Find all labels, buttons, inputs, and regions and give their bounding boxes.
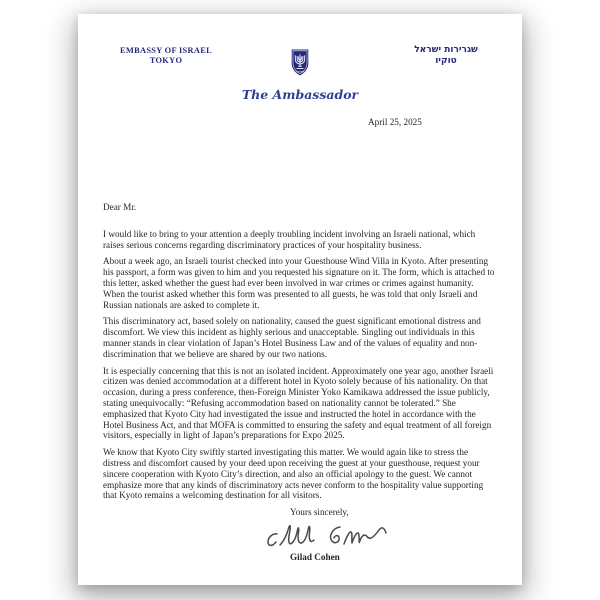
letter-paragraph: It is especially concerning that this is not an isolated incident. Approximately one year ago, another Israeli citizen was denied accommodation at a different hotel in Kyoto solely because of his nationality. On that occasion, during a press conference, then-Foreign Minister Yoko Kamikawa addressed the issue publicly, stating unequivocally: “Refusing accommodation based on nationality cannot be tolerated.” She emphasized that Kyoto City had investigated the issue and instructed the hotel in accordance with the Hotel Business Act, and that MOFA is committed to ensuring the safety and equal treatment of all foreign visitors, especially in light of Japan’s preparations for Expo 2025. [103, 365, 494, 441]
embassy-en-line2: TOKYO [149, 56, 183, 65]
salutation: Dear Mr. [103, 202, 137, 212]
letter-body [103, 202, 497, 563]
closing-phrase: Yours sincerely, [290, 507, 349, 518]
embassy-he-line2: טוקיו [435, 56, 457, 66]
letter-paragraph: About a week ago, an Israeli tourist checked into your Guesthouse Wind Villa in Kyoto. After presenting his passport, a form was given to him and you requested his signature on it. The form, which is attached to this letter, asked whether the guest had ever been involved in war crimes or crimes against humanity. When the tourist asked whether this form was presented to all guests, he was told that only Israeli and Russian nationals are asked to complete it. [103, 256, 495, 310]
closing-block [290, 507, 497, 563]
letter-page [78, 14, 522, 585]
letter-paragraph: I would like to bring to your attention a deeply troubling incident involving an Israeli national, which raises serious concerns regarding discriminatory practices of your hospitality business. [103, 228, 476, 250]
embassy-en-line1: EMBASSY OF ISRAEL [120, 46, 212, 55]
signer-name: Gilad Cohen [290, 551, 340, 562]
letter-date: April 25, 2025 [368, 117, 422, 127]
letter-paragraph: This discriminatory act, based solely on nationality, caused the guest significant emotional distress and discomfort. We view this incident as highly serious and unacceptable. Singling out individuals in this manner stands in clear violation of Japan’s Hotel Business Law and of the values of equality and non-discrimination that we believe are shared by our two nations. [103, 316, 481, 359]
israel-emblem-icon [290, 49, 311, 76]
letter-paragraph: We know that Kyoto City swiftly started investigating this matter. We would again like to stress the distress and discomfort caused by your deed upon receiving the guest at your guesthouse, request your sincere cooperation with Kyoto City’s direction, and also an official apology to the guest. We cannot emphasize more that any kinds of discriminatory acts never conform to the hospitality value supporting that Kyoto remains a welcoming destination for all visitors. [103, 447, 484, 501]
svg-text:ישראל: ישראל [295, 69, 305, 74]
handwritten-signature-icon [264, 521, 390, 551]
ambassador-title: The Ambassador [241, 87, 359, 102]
embassy-he-line1: שגרירות ישראל [414, 45, 478, 55]
embassy-name-hebrew [388, 45, 504, 67]
embassy-name-english [108, 46, 224, 66]
